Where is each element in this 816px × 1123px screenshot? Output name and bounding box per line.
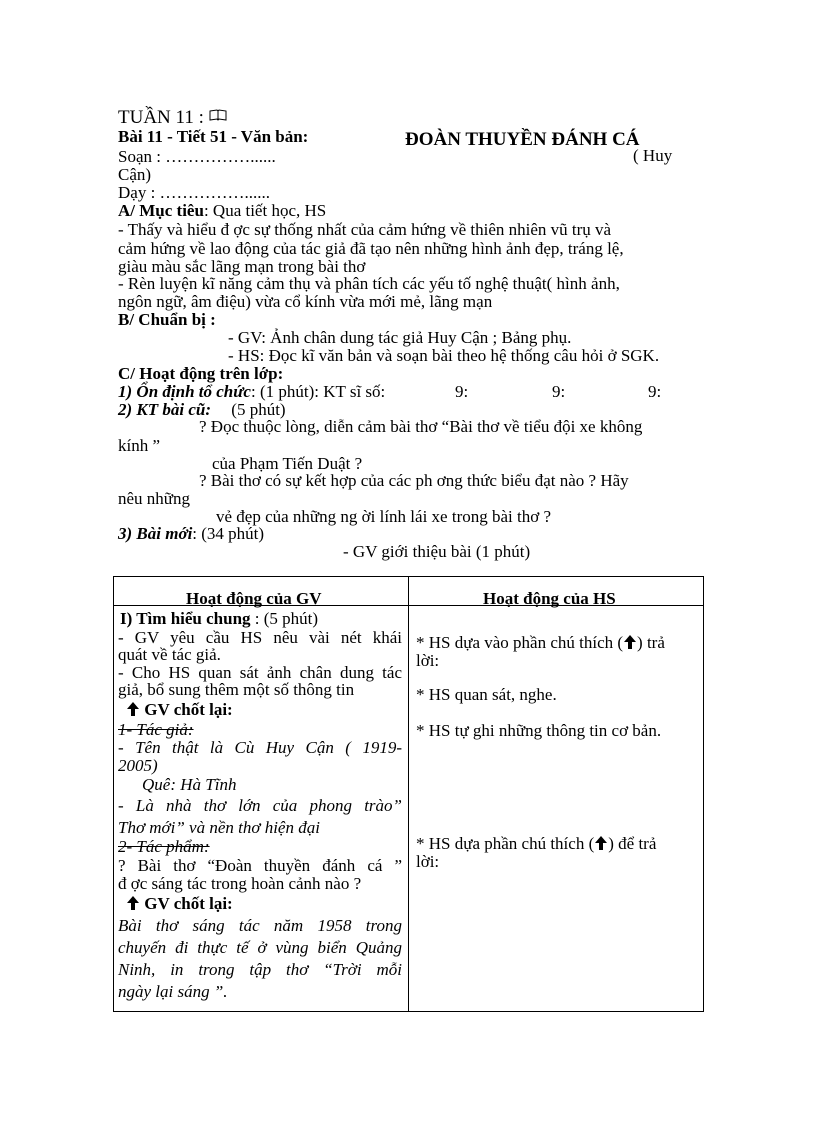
question-1-line-b: kính ” <box>118 436 161 455</box>
gv-summary-2 <box>126 895 233 912</box>
activity-table <box>113 576 704 1012</box>
author-line-4: - Là nhà thơ lớn của phong trào” <box>118 796 402 815</box>
up-arrow-icon <box>594 835 608 851</box>
question-2-line-b: nêu những <box>118 489 191 508</box>
section-b-hs: - HS: Đọc kĩ văn bản và soạn bài theo hệ thống câu hỏi ở SGK. <box>228 346 660 365</box>
author-line-3: Quê: Hà Tĩnh <box>142 775 237 794</box>
author-line-2: 2005) <box>118 756 158 775</box>
author-line-5: Thơ mới” và nền thơ hiện đại <box>118 818 320 837</box>
up-arrow-icon <box>623 634 637 650</box>
hs-answer-1-end: ) trả <box>637 633 665 652</box>
work-question-2: đ ợc sáng tác trong hoàn cảnh nào ? <box>118 874 362 893</box>
item-2-label: 2) KT bài cũ: <box>118 400 212 419</box>
up-arrow-icon <box>126 701 140 717</box>
column-header-hs: Hoạt động của HS <box>483 589 616 608</box>
column-header-gv: Hoạt động của GV <box>186 589 322 608</box>
item-1-line <box>118 383 385 400</box>
hs-answer-4 <box>416 835 698 852</box>
section-b-heading: B/ Chuẩn bị : <box>118 310 216 329</box>
question-1-line-c: của Phạm Tiến Duật ? <box>212 454 363 473</box>
gv-line-3: - Cho HS quan sát ảnh chân dung tác <box>118 663 402 682</box>
gv-section-time: : (5 phút) <box>254 609 319 628</box>
section-a-line-2: cảm hứng về lao động của tác giả đã tạo nên những hình ảnh đẹp, tráng lệ, <box>118 239 624 258</box>
question-2-line-c: vẻ đẹp của những ng ời lính lái xe trong bài thơ ? <box>216 507 552 526</box>
item-1-rest: : (1 phút): KT sĩ số: <box>250 382 386 401</box>
author-label: 1- Tác giả: <box>118 720 194 739</box>
gv-line-4: giả, bổ sung thêm một số thông tin <box>118 680 355 699</box>
week-text: TUẦN 11 : <box>118 107 204 128</box>
context-line-2: chuyến đi thực tế ở vùng biển Quảng <box>118 938 402 957</box>
item-2-rest: (5 phút) <box>231 400 286 419</box>
item-3-rest: : (34 phút) <box>192 524 265 543</box>
work-subheading <box>118 838 210 855</box>
lesson-label: Bài 11 - Tiết 51 - Văn bản: <box>118 127 309 146</box>
item-1-label: 1) Ổn định tổ chức <box>118 382 251 401</box>
gv-section-heading: I) Tìm hiểu chung <box>120 609 251 628</box>
class-count-c: 9: <box>648 382 662 401</box>
author-line-1: - Tên thật là Cù Huy Cận ( 1919- <box>118 738 402 757</box>
hs-answer-4-cont: lời: <box>416 852 440 871</box>
section-a-heading: A/ Mục tiêu <box>118 201 204 220</box>
book-icon <box>209 109 227 121</box>
soan-line: Soạn : ……………...... <box>118 147 276 166</box>
section-a-line <box>118 202 326 219</box>
hs-answer-2: * HS quan sát, nghe. <box>416 685 557 704</box>
gv-summary-1-text: GV chốt lại: <box>144 700 233 719</box>
hs-answer-4-end: ) để trả <box>608 834 657 853</box>
hs-answer-1-cont: lời: <box>416 651 440 670</box>
section-b-gv: - GV: Ảnh chân dung tác giả Huy Cận ; Bảng phụ. <box>228 328 572 347</box>
hs-answer-1-text: * HS dựa vào phần chú thích ( <box>416 633 624 652</box>
hs-answer-3: * HS tự ghi những thông tin cơ bản. <box>416 721 662 740</box>
section-c-heading: C/ Hoạt động trên lớp: <box>118 364 284 383</box>
context-line-4: ngày lại sáng ”. <box>118 982 228 1001</box>
section-a-line-1: - Thấy và hiểu đ ợc sự thống nhất của cảm hứng về thiên nhiên vũ trụ và <box>118 220 612 239</box>
gv-line-2: quát về tác giả. <box>118 645 221 664</box>
item-3-line <box>118 525 264 542</box>
hs-answer-4-text: * HS dựa phần chú thích ( <box>416 834 595 853</box>
gv-summary-2-text: GV chốt lại: <box>144 894 233 913</box>
class-count-b: 9: <box>552 382 566 401</box>
gv-summary-1 <box>126 701 233 718</box>
class-count-a: 9: <box>455 382 469 401</box>
question-2-line-a: ? Bài thơ có sự kết hợp của các ph ơng thức biểu đạt nào ? Hãy <box>199 471 629 490</box>
author-part-b: Cận) <box>118 165 152 184</box>
author-subheading <box>118 721 194 738</box>
context-line-1: Bài thơ sáng tác năm 1958 trong <box>118 916 402 935</box>
question-1-line-a: ? Đọc thuộc lòng, diễn cảm bài thơ “Bài thơ về tiểu đội xe không <box>199 417 643 436</box>
work-question-1: ? Bài thơ “Đoàn thuyền đánh cá ” <box>118 856 402 875</box>
section-a-line-5: ngôn ngữ, âm điệu) vừa cổ kính vừa mới mẻ, lãng mạn <box>118 292 493 311</box>
item-2-line <box>118 401 286 418</box>
item-3-label: 3) Bài mới <box>118 524 193 543</box>
context-line-3: Ninh, in trong tập thơ “Trời mỗi <box>118 960 402 979</box>
section-a-intro: : Qua tiết học, HS <box>203 201 327 220</box>
work-label: 2- Tác phẩm: <box>118 837 210 856</box>
table-column-divider <box>408 577 409 1011</box>
hs-answer-1 <box>416 634 698 651</box>
author-part-a: ( Huy <box>633 146 673 165</box>
page-title: ĐOÀN THUYỀN ĐÁNH CÁ <box>405 129 640 150</box>
week-label <box>118 108 227 127</box>
gv-section-heading-line <box>120 610 318 627</box>
gv-line-1: - GV yêu cầu HS nêu vài nét khái <box>118 628 402 647</box>
section-a-line-4: - Rèn luyện kĩ năng cảm thụ và phân tích các yếu tố nghệ thuật( hình ảnh, <box>118 274 620 293</box>
section-a-line-3: giàu màu sắc lãng mạn trong bài thơ <box>118 257 366 276</box>
intro-line: - GV giới thiệu bài (1 phút) <box>343 542 531 561</box>
day-line: Dạy : ……………...... <box>118 183 271 202</box>
up-arrow-icon <box>126 895 140 911</box>
